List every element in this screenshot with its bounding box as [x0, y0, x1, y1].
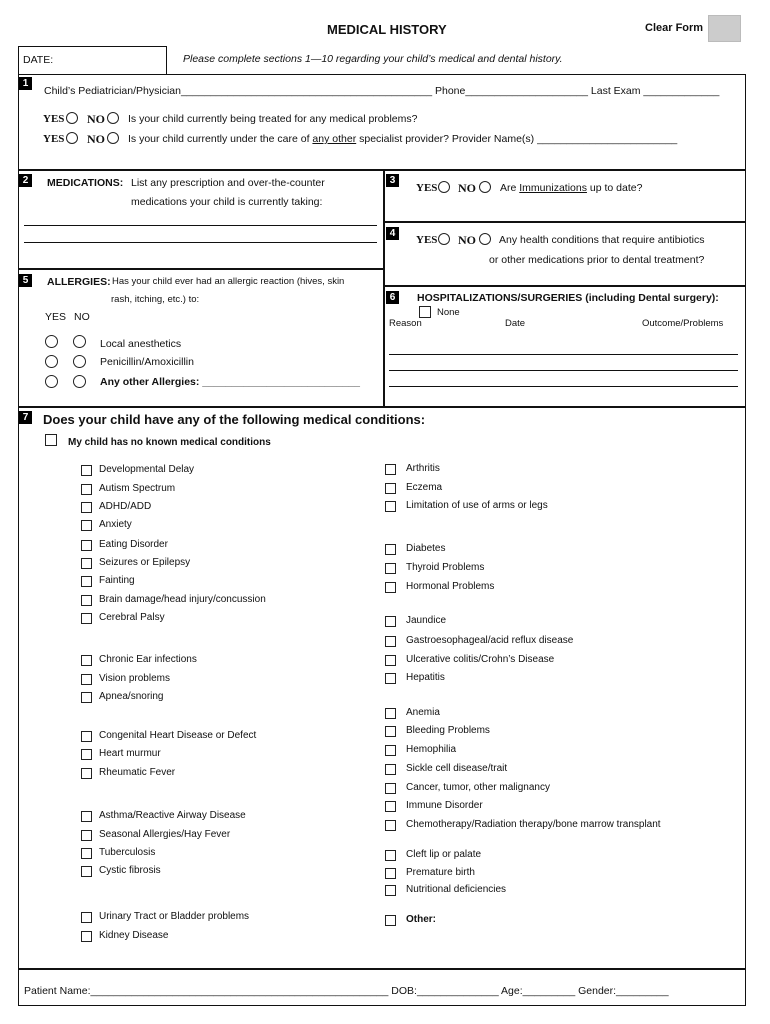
- section-7-number: 7: [19, 411, 32, 424]
- condition-label: Cystic fibrosis: [99, 865, 161, 876]
- allergy-local-yes-radio[interactable]: [45, 335, 58, 348]
- condition-checkbox[interactable]: [385, 915, 396, 926]
- condition-label: Bleeding Problems: [406, 725, 490, 736]
- condition-checkbox[interactable]: [81, 558, 92, 569]
- condition-checkbox[interactable]: [385, 783, 396, 794]
- condition-label: Thyroid Problems: [406, 562, 485, 573]
- allergies-no-header: NO: [74, 311, 90, 323]
- s3-no-label: NO: [458, 181, 476, 195]
- allergy-other-no-radio[interactable]: [73, 375, 86, 388]
- hospitalization-line-1[interactable]: [389, 354, 738, 355]
- s4-yes-label: YES: [416, 234, 438, 246]
- allergy-item[interactable]: Any other Allergies: ___________________________: [100, 376, 360, 388]
- condition-checkbox[interactable]: [81, 520, 92, 531]
- medications-text-1: List any prescription and over-the-counter: [131, 177, 325, 189]
- condition-checkbox[interactable]: [81, 830, 92, 841]
- condition-checkbox[interactable]: [385, 726, 396, 737]
- allergies-yes-header: YES: [45, 311, 67, 323]
- condition-checkbox[interactable]: [81, 768, 92, 779]
- condition-label: Jaundice: [406, 615, 447, 626]
- allergy-item: Penicillin/Amoxicillin: [100, 356, 194, 368]
- section-1-number: 1: [19, 77, 32, 90]
- condition-checkbox[interactable]: [81, 749, 92, 760]
- s1-q2-text: Is your child currently under the care of any other specialist provider? Provider Name(s) ________________________: [128, 133, 678, 145]
- condition-checkbox[interactable]: [385, 464, 396, 475]
- condition-label: Gastroesophageal/acid reflux disease: [406, 635, 574, 646]
- section-3-number: 3: [386, 174, 399, 187]
- condition-checkbox[interactable]: [81, 502, 92, 513]
- condition-label: Heart murmur: [99, 748, 161, 759]
- condition-label: Autism Spectrum: [99, 483, 176, 494]
- allergy-local-no-radio[interactable]: [73, 335, 86, 348]
- condition-label: Immune Disorder: [406, 800, 483, 811]
- condition-checkbox[interactable]: [385, 563, 396, 574]
- condition-label: Brain damage/head injury/concussion: [99, 594, 266, 605]
- condition-checkbox[interactable]: [385, 708, 396, 719]
- condition-label: Ulcerative colitis/Crohn’s Disease: [406, 654, 555, 665]
- clear-form-button[interactable]: [708, 15, 741, 42]
- hospitalization-line-2[interactable]: [389, 370, 738, 371]
- medications-label: MEDICATIONS:: [47, 177, 124, 189]
- condition-checkbox[interactable]: [385, 885, 396, 896]
- condition-label: Chemotherapy/Radiation therapy/bone marrow transplant: [406, 819, 661, 830]
- condition-label: Fainting: [99, 575, 135, 586]
- section-4-number: 4: [386, 227, 399, 240]
- allergies-label: ALLERGIES:: [47, 276, 111, 288]
- condition-label: Eczema: [406, 482, 443, 493]
- s4-question-2: or other medications prior to dental treatment?: [489, 254, 705, 266]
- condition-checkbox[interactable]: [385, 582, 396, 593]
- condition-checkbox[interactable]: [81, 576, 92, 587]
- s1-q2-no-label: NO: [87, 132, 105, 146]
- section-5-number: 5: [19, 274, 32, 287]
- no-known-conditions-label: My child has no known medical conditions: [68, 437, 271, 448]
- condition-checkbox[interactable]: [385, 483, 396, 494]
- s4-no-radio[interactable]: [479, 233, 491, 245]
- condition-label: Cleft lip or palate: [406, 849, 482, 860]
- s4-yes-radio[interactable]: [438, 233, 450, 245]
- col-outcome: Outcome/Problems: [642, 318, 724, 329]
- no-known-conditions-checkbox[interactable]: [45, 434, 57, 446]
- s1-q1-yes-label: YES: [43, 113, 65, 125]
- col-reason: Reason: [389, 318, 422, 329]
- physician-line[interactable]: Child’s Pediatrician/Physician___________________________________________ Phone_____________________ Last Exam _____________: [44, 85, 720, 97]
- condition-checkbox[interactable]: [81, 692, 92, 703]
- s4-question-1: Any health conditions that require antibiotics: [499, 234, 705, 246]
- condition-label: Sickle cell disease/trait: [406, 763, 508, 774]
- s3-yes-radio[interactable]: [438, 181, 450, 193]
- condition-checkbox[interactable]: [81, 866, 92, 877]
- allergy-penicillin-yes-radio[interactable]: [45, 355, 58, 368]
- condition-label: Tuberculosis: [99, 847, 156, 858]
- condition-checkbox[interactable]: [385, 636, 396, 647]
- condition-checkbox[interactable]: [81, 931, 92, 942]
- condition-label: Limitation of use of arms or legs: [406, 500, 548, 511]
- condition-label: ADHD/ADD: [99, 501, 152, 512]
- condition-label: Urinary Tract or Bladder problems: [99, 911, 250, 922]
- condition-label: Cancer, tumor, other malignancy: [406, 782, 550, 793]
- allergy-item: Local anesthetics: [100, 338, 182, 350]
- condition-checkbox[interactable]: [385, 868, 396, 879]
- condition-checkbox[interactable]: [81, 811, 92, 822]
- condition-label: Seasonal Allergies/Hay Fever: [99, 829, 231, 840]
- condition-checkbox[interactable]: [385, 501, 396, 512]
- clear-form-label: Clear Form: [645, 22, 704, 34]
- section-2-number: 2: [19, 174, 32, 187]
- condition-checkbox[interactable]: [385, 764, 396, 775]
- condition-label: Hepatitis: [406, 672, 445, 683]
- condition-checkbox[interactable]: [385, 801, 396, 812]
- patient-info-line[interactable]: Patient Name:___________________________________________________ DOB:______________ Age:_________ Gender:_________: [24, 985, 669, 997]
- page-title: MEDICAL HISTORY: [327, 22, 447, 37]
- condition-checkbox[interactable]: [385, 850, 396, 861]
- s3-question: Are Immunizations up to date?: [500, 182, 643, 194]
- medications-line-2[interactable]: [24, 242, 377, 243]
- condition-checkbox[interactable]: [81, 540, 92, 551]
- condition-label: Anxiety: [99, 519, 132, 530]
- condition-checkbox[interactable]: [81, 655, 92, 666]
- hospitalizations-title: HOSPITALIZATIONS/SURGERIES (including Dental surgery):: [417, 292, 719, 304]
- s1-q2-yes-label: YES: [43, 133, 65, 145]
- s1-q1-yes-radio[interactable]: [66, 112, 78, 124]
- condition-checkbox[interactable]: [385, 616, 396, 627]
- hospitalizations-none-label: None: [437, 307, 460, 318]
- s1-q2-yes-radio[interactable]: [66, 132, 78, 144]
- conditions-title: Does your child have any of the following medical conditions:: [43, 412, 426, 427]
- s1-q2-no-radio[interactable]: [107, 132, 119, 144]
- condition-label: Vision problems: [99, 673, 170, 684]
- condition-checkbox[interactable]: [385, 655, 396, 666]
- s1-q1-text: Is your child currently being treated for any medical problems?: [128, 113, 418, 125]
- condition-checkbox[interactable]: [385, 673, 396, 684]
- condition-label: Asthma/Reactive Airway Disease: [99, 810, 246, 821]
- medications-text-2: medications your child is currently taking:: [131, 196, 323, 208]
- condition-checkbox[interactable]: [81, 465, 92, 476]
- condition-label: Premature birth: [406, 867, 475, 878]
- allergy-other-yes-radio[interactable]: [45, 375, 58, 388]
- condition-label: Arthritis: [406, 463, 440, 474]
- condition-label: Other:: [406, 914, 436, 925]
- condition-label: Chronic Ear infections: [99, 654, 197, 665]
- condition-checkbox[interactable]: [81, 613, 92, 624]
- condition-checkbox[interactable]: [385, 820, 396, 831]
- condition-label: Congenital Heart Disease or Defect: [99, 730, 257, 741]
- allergy-penicillin-no-radio[interactable]: [73, 355, 86, 368]
- s3-no-radio[interactable]: [479, 181, 491, 193]
- condition-label: Hormonal Problems: [406, 581, 495, 592]
- allergies-text-1: Has your child ever had an allergic reaction (hives, skin: [112, 276, 345, 287]
- allergies-text-2: rash, itching, etc.) to:: [111, 294, 200, 305]
- condition-checkbox[interactable]: [81, 912, 92, 923]
- s3-yes-label: YES: [416, 182, 438, 194]
- condition-checkbox[interactable]: [81, 731, 92, 742]
- condition-label: Cerebral Palsy: [99, 612, 165, 623]
- condition-label: Nutritional deficiencies: [406, 884, 507, 895]
- condition-label: Developmental Delay: [99, 464, 195, 475]
- s1-q1-no-radio[interactable]: [107, 112, 119, 124]
- condition-label: Apnea/snoring: [99, 691, 164, 702]
- s1-q1-no-label: NO: [87, 112, 105, 126]
- condition-label: Seizures or Epilepsy: [99, 557, 191, 568]
- date-label: DATE:: [23, 54, 54, 66]
- section-6-number: 6: [386, 291, 399, 304]
- condition-label: Rheumatic Fever: [99, 767, 176, 778]
- instructions: Please complete sections 1—10 regarding your child’s medical and dental history.: [183, 53, 563, 65]
- medications-line-1[interactable]: [24, 225, 377, 226]
- condition-label: Kidney Disease: [99, 930, 169, 941]
- condition-checkbox[interactable]: [81, 595, 92, 606]
- condition-checkbox[interactable]: [81, 484, 92, 495]
- condition-checkbox[interactable]: [385, 544, 396, 555]
- hospitalizations-none-checkbox[interactable]: [419, 306, 431, 318]
- condition-label: Diabetes: [406, 543, 446, 554]
- condition-label: Eating Disorder: [99, 539, 168, 550]
- condition-label: Hemophilia: [406, 744, 457, 755]
- s4-no-label: NO: [458, 233, 476, 247]
- condition-checkbox[interactable]: [81, 848, 92, 859]
- condition-checkbox[interactable]: [385, 745, 396, 756]
- col-date: Date: [505, 318, 526, 329]
- condition-label: Anemia: [406, 707, 440, 718]
- condition-checkbox[interactable]: [81, 674, 92, 685]
- hospitalization-line-3[interactable]: [389, 386, 738, 387]
